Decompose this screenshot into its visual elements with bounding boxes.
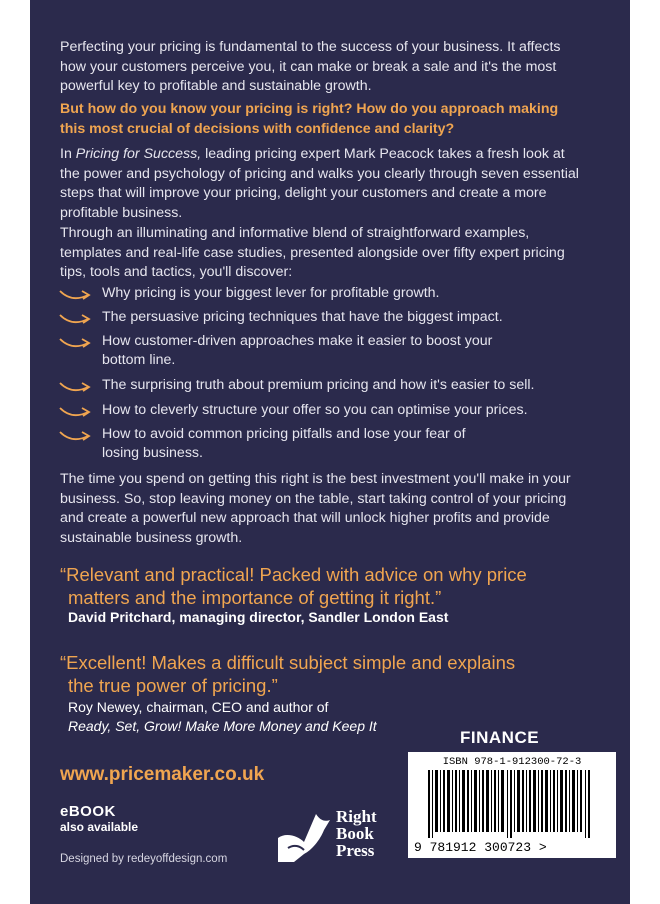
benefits-list [58,284,578,463]
closing-paragraph: The time you spend on getting this right is the best investment you'll make in your business. So, stop leaving money on the table, start taking control of your pricing and create a powerful new approach that will unlock higher profits and provide sustainable business growth. [60,471,571,546]
arrow-icon [58,428,92,442]
publisher-name-line: Book [336,824,374,843]
back-cover [30,0,630,904]
arrow-icon [58,379,92,393]
arrow-icon [58,287,92,301]
list-item: The surprising truth about premium pricing and how it's easier to sell. [58,376,578,395]
testimonial-attribution: David Pritchard, managing director, Sandler London East [68,609,449,625]
discover-intro: Through an illuminating and informative blend of straightforward examples, templates and real-life case studies, presented alongside over fifty expert pricing tips, tools and tactics, you'll discover: [60,225,565,280]
bird-icon [276,808,332,864]
arrow-icon [58,335,92,349]
isbn-barcode [408,752,616,858]
testimonial-attribution: Roy Newey, chairman, CEO and author of Ready, Set, Grow! Make More Money and Keep It [68,699,377,734]
list-item: Why pricing is your biggest lever for profitable growth. [58,284,578,303]
barcode-icon [414,770,610,838]
testimonial-quote: “Relevant and practical! Packed with advice on why price matters and the importance of getting it right.” [60,564,527,608]
testimonial-quote: “Excellent! Makes a difficult subject simple and explains the true power of pricing.” [60,652,516,696]
description-paragraph: In Pricing for Success, leading pricing expert Mark Peacock takes a fresh look at the power and psychology of pricing and walks you clearly through seven essential steps that will improve your pricing, delight your customers and create a more profitable business. [60,146,579,221]
publisher-name-line: Right [336,807,377,826]
list-item: How to cleverly structure your offer so you can optimise your prices. [58,401,578,420]
list-item: How customer-driven approaches make it easier to boost your bottom line. [58,332,532,370]
website-link[interactable]: www.pricemaker.co.uk [60,764,265,785]
isbn-label: ISBN 978-1-912300-72-3 [442,756,582,768]
arrow-icon [58,404,92,418]
question-paragraph: But how do you know your pricing is right? How do you approach making this most crucial of decisions with confidence and clarity? [60,101,559,137]
category-label: FINANCE [460,728,540,747]
ebook-badge: eBOOK also available [60,803,139,834]
intro-paragraph: Perfecting your pricing is fundamental to the success of your business. It affects how your customers perceive you, it can make or break a sale and it's the most powerful key to profitable and sustainable growth. [60,39,561,94]
publisher-logo [276,808,396,864]
publisher-name-line: Press [336,841,375,860]
barcode-number: 9 781912 300723 > [414,840,547,855]
book-title-inline: Pricing for Success, [75,146,202,162]
list-item: How to avoid common pricing pitfalls and lose your fear of losing business. [58,425,502,463]
arrow-icon [58,311,92,325]
list-item: The persuasive pricing techniques that have the biggest impact. [58,308,578,327]
designer-credit: Designed by redeyoffdesign.com [60,853,228,865]
